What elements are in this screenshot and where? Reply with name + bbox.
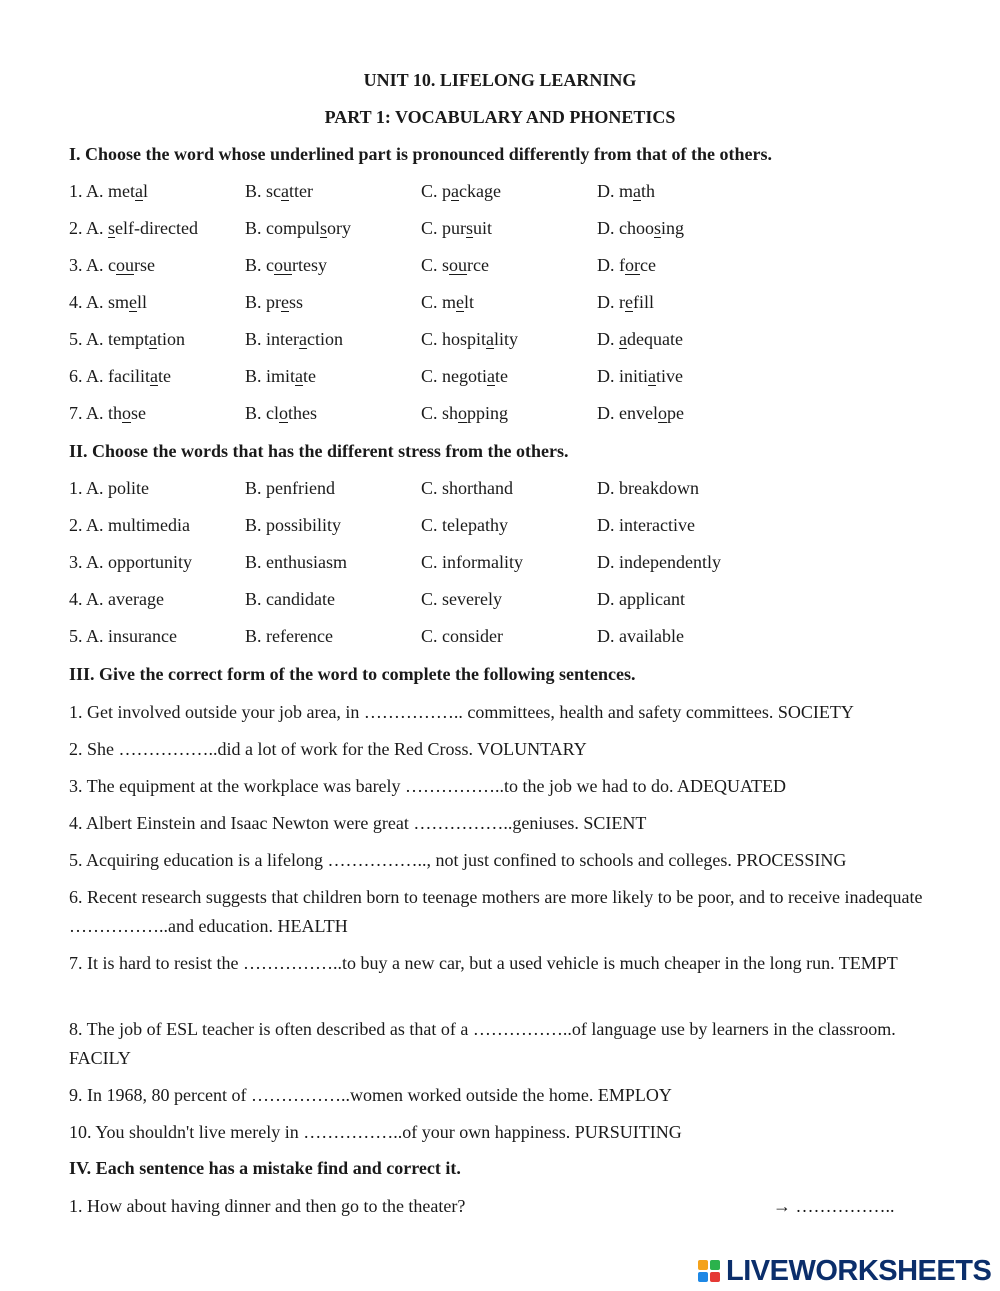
question-row: [69, 292, 949, 318]
answer-option[interactable]: 4. A. smell: [69, 292, 148, 312]
answer-option[interactable]: B. penfriend: [245, 478, 335, 498]
answer-option[interactable]: B. press: [245, 292, 304, 312]
answer-option[interactable]: 1. A. polite: [69, 478, 149, 498]
question-row: [69, 552, 949, 578]
question-row: [69, 255, 949, 281]
word-form-sentence: 4. Albert Einstein and Isaac Newton were great ……………..geniuses. SCIENT: [69, 813, 647, 833]
unit-title: UNIT 10. LIFELONG LEARNING: [363, 70, 637, 90]
answer-option[interactable]: C. shorthand: [421, 478, 513, 498]
question-row: [69, 181, 949, 207]
answer-option[interactable]: D. envelope: [597, 403, 684, 423]
answer-option[interactable]: 5. A. insurance: [69, 626, 177, 646]
answer-option[interactable]: C. negotiate: [421, 366, 508, 386]
question-row: [69, 366, 949, 392]
word-form-sentence: 7. It is hard to resist the ……………..to buy a new car, but a used vehicle is much cheaper in the long run. TEMPT: [69, 953, 898, 973]
answer-option[interactable]: C. package: [421, 181, 501, 201]
question-row: [69, 218, 949, 244]
answer-option[interactable]: 4. A. average: [69, 589, 164, 609]
liveworksheets-logo: [698, 1253, 991, 1289]
word-form-sentence: 5. Acquiring education is a lifelong …………….., not just confined to schools and colleges. PROCESSING: [69, 850, 847, 870]
question-row: [69, 403, 949, 429]
answer-option[interactable]: D. available: [597, 626, 684, 646]
answer-option[interactable]: B. interaction: [245, 329, 343, 349]
answer-option[interactable]: C. melt: [421, 292, 475, 312]
logo-squares-icon: [698, 1260, 720, 1282]
answer-option[interactable]: C. source: [421, 255, 489, 275]
answer-option[interactable]: D. initiative: [597, 366, 684, 386]
answer-option[interactable]: B. compulsory: [245, 218, 352, 238]
answer-option[interactable]: D. interactive: [597, 515, 695, 535]
word-form-sentence: 9. In 1968, 80 percent of ……………..women worked outside the home. EMPLOY: [69, 1085, 672, 1105]
word-form-sentence: 3. The equipment at the workplace was barely ……………..to the job we had to do. ADEQUATED: [69, 776, 787, 796]
answer-option[interactable]: D. applicant: [597, 589, 685, 609]
word-form-sentence: 10. You shouldn't live merely in ……………..of your own happiness. PURSUITING: [69, 1122, 682, 1142]
answer-option[interactable]: D. refill: [597, 292, 654, 312]
part-title: PART 1: VOCABULARY AND PHONETICS: [324, 107, 676, 127]
answer-option[interactable]: 2. A. multimedia: [69, 515, 190, 535]
answer-option[interactable]: 6. A. facilitate: [69, 366, 171, 386]
answer-option[interactable]: 3. A. course: [69, 255, 155, 275]
section-2-heading: II. Choose the words that has the different stress from the others.: [69, 441, 569, 461]
answer-option[interactable]: D. choosing: [597, 218, 685, 238]
word-form-sentence: 8. The job of ESL teacher is often described as that of a ……………..of language use by learners in the classroom. FACILY: [69, 1019, 896, 1068]
answer-option[interactable]: 7. A. those: [69, 403, 147, 423]
question-row: [69, 329, 949, 355]
answer-option[interactable]: 2. A. self-directed: [69, 218, 198, 238]
word-form-sentence: 2. She ……………..did a lot of work for the Red Cross. VOLUNTARY: [69, 739, 587, 759]
answer-option[interactable]: 3. A. opportunity: [69, 552, 193, 572]
answer-option[interactable]: B. courtesy: [245, 255, 327, 275]
question-row: [69, 515, 949, 541]
answer-option[interactable]: C. consider: [421, 626, 503, 646]
answer-option[interactable]: C. severely: [421, 589, 502, 609]
answer-option[interactable]: 5. A. temptation: [69, 329, 186, 349]
logo-text: LIVEWORKSHEETS: [726, 1254, 992, 1287]
answer-option[interactable]: C. hospitality: [421, 329, 519, 349]
question-row: [69, 589, 949, 615]
answer-option[interactable]: D. independently: [597, 552, 721, 572]
answer-option[interactable]: C. pursuit: [421, 218, 493, 238]
answer-option[interactable]: B. imitate: [245, 366, 317, 386]
word-form-sentence: 1. Get involved outside your job area, in …………….. committees, health and safety committees. SOCIETY: [69, 702, 854, 722]
answer-option[interactable]: 1. A. metal: [69, 181, 149, 201]
answer-option[interactable]: B. clothes: [245, 403, 317, 423]
answer-option[interactable]: B. enthusiasm: [245, 552, 347, 572]
answer-option[interactable]: B. reference: [245, 626, 333, 646]
answer-option[interactable]: B. candidate: [245, 589, 335, 609]
section-3-heading: III. Give the correct form of the word to complete the following sentences.: [69, 664, 636, 684]
answer-blank[interactable]: → ……………..: [773, 1196, 895, 1216]
error-sentence: 1. How about having dinner and then go to the theater?: [69, 1196, 466, 1216]
section-1-heading: I. Choose the word whose underlined part is pronounced differently from that of the others.: [69, 144, 773, 164]
section-4-heading: IV. Each sentence has a mistake find and correct it.: [69, 1158, 461, 1178]
answer-option[interactable]: D. breakdown: [597, 478, 699, 498]
answer-option[interactable]: D. force: [597, 255, 656, 275]
answer-option[interactable]: B. possibility: [245, 515, 342, 535]
answer-option[interactable]: C. shopping: [421, 403, 509, 423]
answer-option[interactable]: C. informality: [421, 552, 523, 572]
answer-option[interactable]: D. math: [597, 181, 656, 201]
answer-option[interactable]: C. telepathy: [421, 515, 508, 535]
question-row: [69, 626, 949, 652]
question-row: [69, 478, 949, 504]
answer-option[interactable]: D. adequate: [597, 329, 683, 349]
answer-option[interactable]: B. scatter: [245, 181, 313, 201]
word-form-sentence: 6. Recent research suggests that children born to teenage mothers are more likely to be poor, and to receive inadequate ……………..and education. HEALTH: [69, 887, 923, 936]
